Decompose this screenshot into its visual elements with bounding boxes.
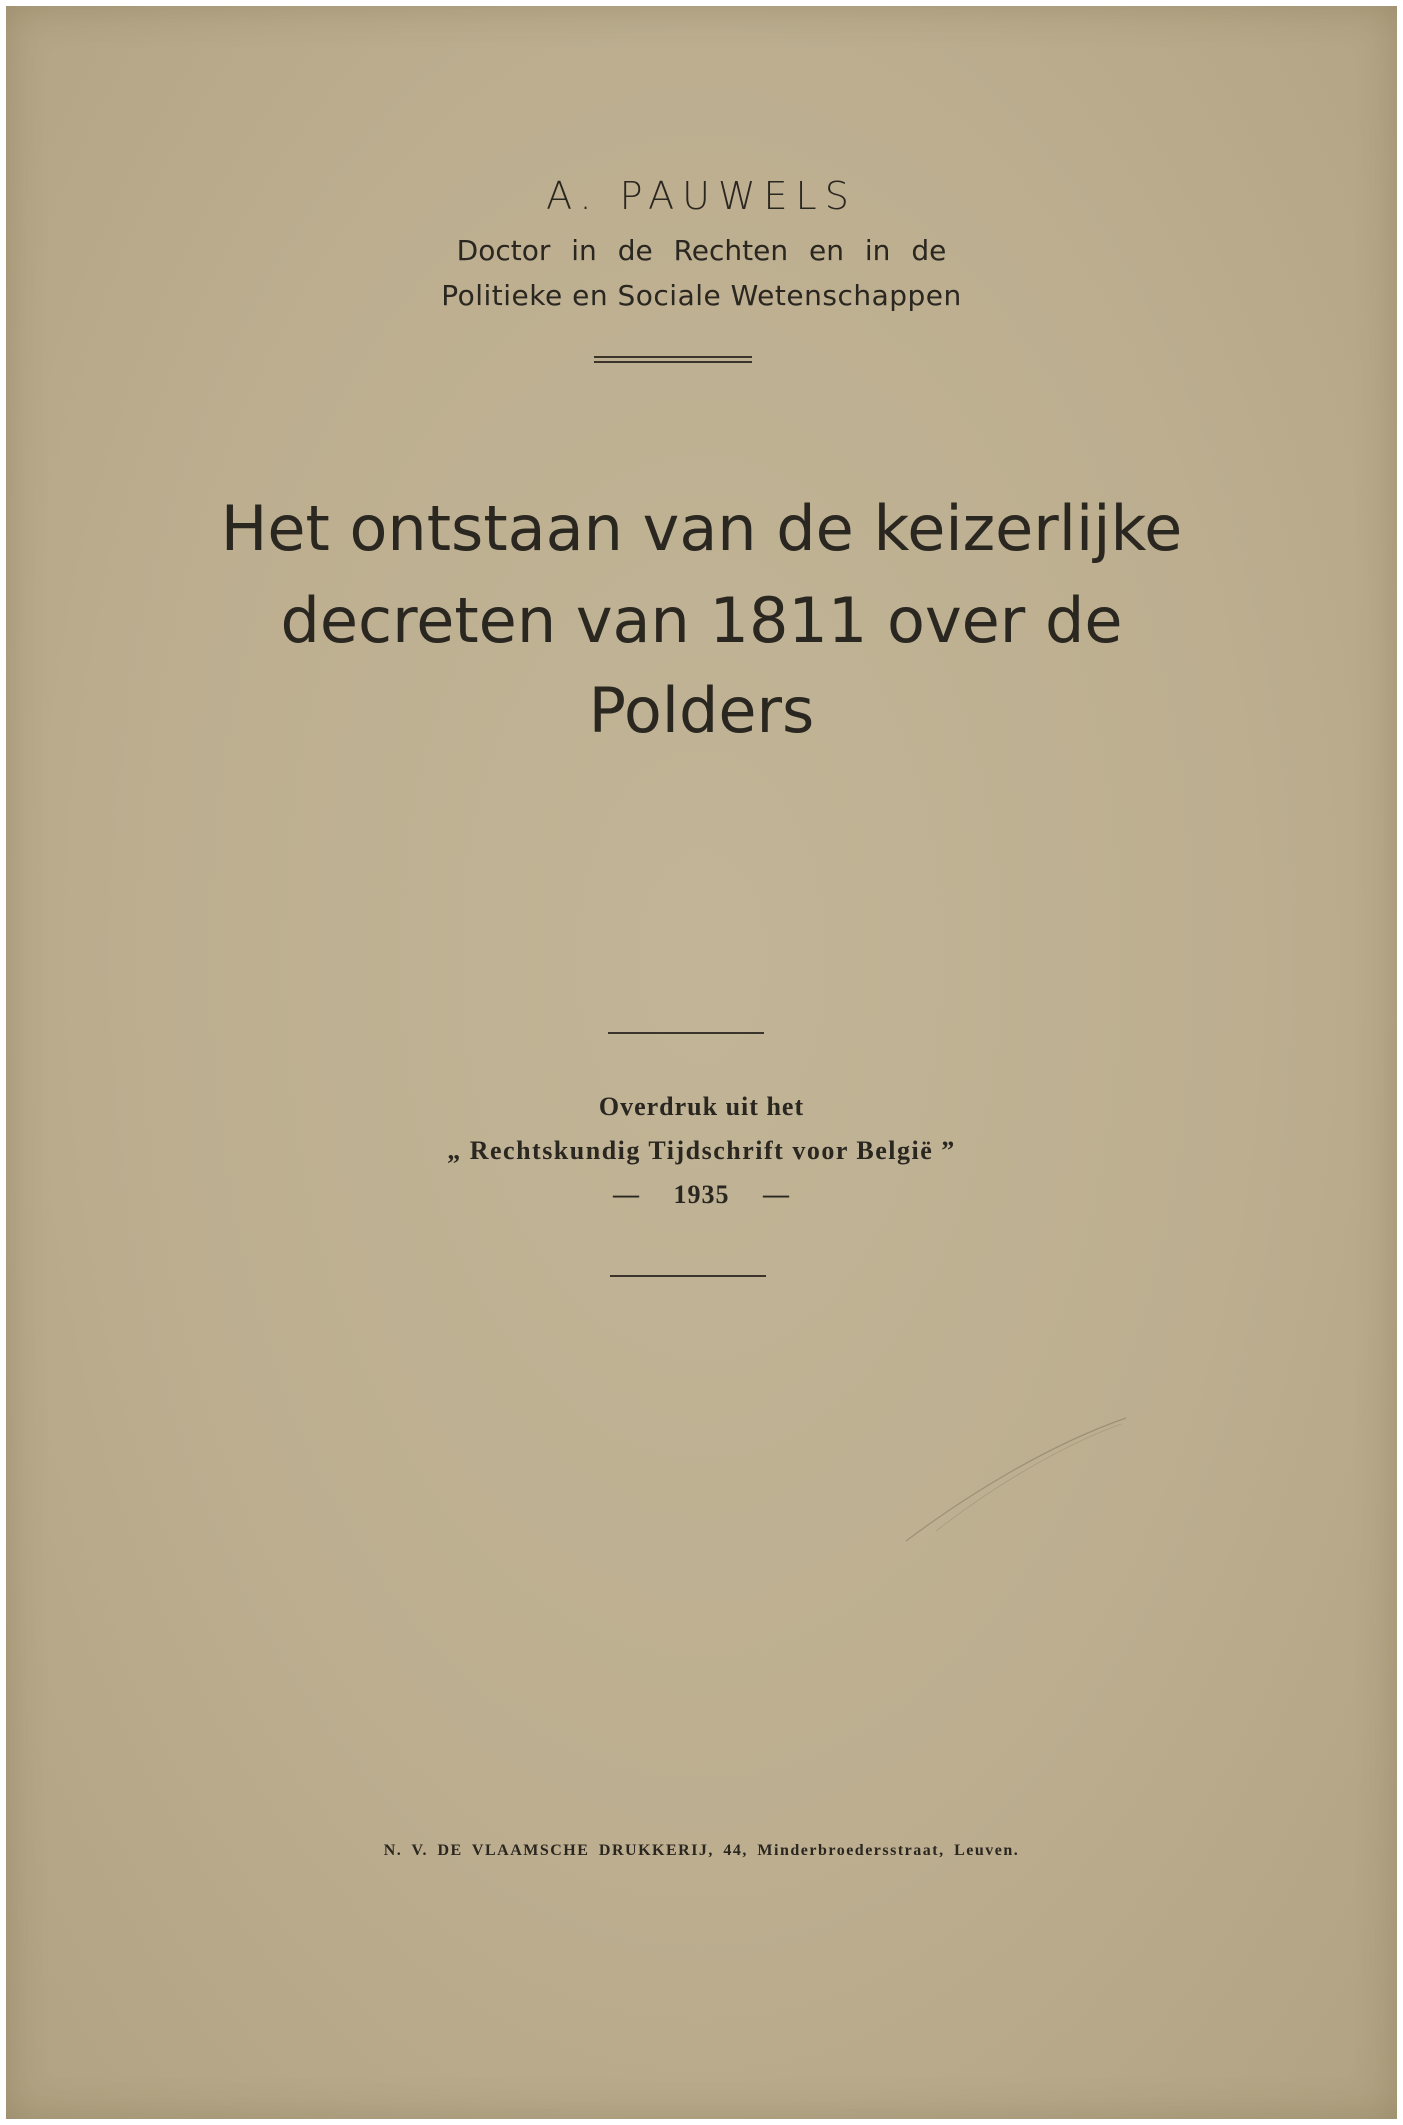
author-credentials-line1: Doctor in de Rechten en in de	[456, 234, 947, 267]
title-line2: decreten van 1811 over de	[280, 584, 1123, 657]
title-line3: Polders	[588, 674, 815, 747]
paper-scratch-mark	[6, 6, 1397, 2119]
printer-imprint: N. V. DE VLAAMSCHE DRUKKERIJ, 44, Minderbroedersstraat, Leuven.	[383, 1842, 1020, 1859]
offprint-year: — 1935 —	[613, 1180, 790, 1209]
author-name: A. PAUWELS	[546, 174, 857, 218]
title-line1: Het ontstaan van de keizerlijke	[220, 492, 1183, 565]
offprint-line1: Overdruk uit het	[598, 1092, 805, 1121]
book-cover	[6, 6, 1397, 2119]
author-credentials-line2: Politieke en Sociale Wetenschappen	[441, 279, 962, 312]
offprint-journal: „ Rechtskundig Tijdschrift voor België ”	[447, 1136, 956, 1165]
